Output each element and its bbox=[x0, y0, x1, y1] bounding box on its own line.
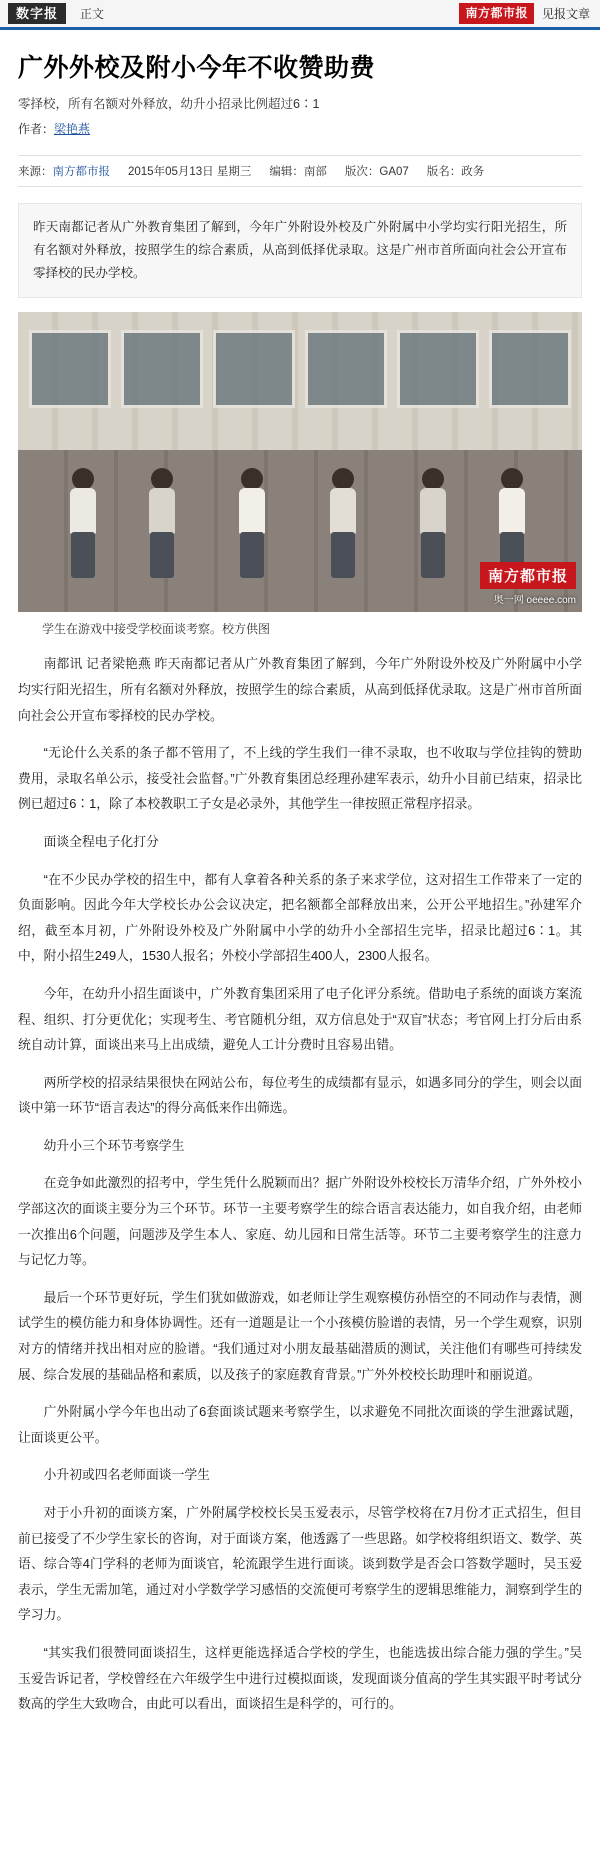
paragraph: 南都讯 记者梁艳燕 昨天南都记者从广外教育集团了解到，今年广外附设外校及广外附属中小学均实行阳光招生，所有名额对外释放，按照学生的综合素质，从高到低择优录取。这是广州市首所面向社会公开宣布零择校的民办学校。 bbox=[18, 656, 582, 723]
photo-watermark bbox=[480, 562, 576, 606]
photo-child bbox=[323, 468, 363, 588]
article-lead: 昨天南都记者从广外教育集团了解到，今年广外附设外校及广外附属中小学均实行阳光招生，所有名额对外释放，按照学生的综合素质，从高到低择优录取。这是广州市首所面向社会公开宣布零择校的民办学校。 bbox=[18, 203, 582, 298]
window-pane bbox=[397, 330, 479, 408]
meta-section-label: 版名： bbox=[426, 166, 462, 178]
article-photo bbox=[18, 312, 582, 612]
article-meta bbox=[18, 155, 582, 187]
meta-source-value[interactable]: 南方都市报 bbox=[52, 166, 110, 178]
meta-editor-label: 编辑： bbox=[269, 166, 304, 178]
meta-editor bbox=[269, 163, 327, 179]
section-heading: 面谈全程电子化打分 bbox=[43, 833, 159, 849]
paragraph: 广外附属小学今年也出动了6套面谈试题来考察学生，以求避免不同批次面谈的学生泄露试题，让面谈更公平。 bbox=[18, 1404, 582, 1445]
author-name-link[interactable]: 梁艳燕 bbox=[54, 122, 91, 136]
article-subtitle: 零择校，所有名额对外释放，幼升小招录比例超过6∶1 bbox=[18, 97, 320, 111]
section-heading: 幼升小三个环节考察学生 bbox=[43, 1137, 185, 1153]
paragraph: 两所学校的招录结果很快在网站公布，每位考生的成绩都有显示，如遇多同分的学生，则会以面谈中第一环节“语言表达”的得分高低来作出筛选。 bbox=[18, 1074, 582, 1116]
window-pane bbox=[121, 330, 203, 408]
photo-child bbox=[413, 468, 453, 588]
meta-date: 2015年05月13日 星期三 bbox=[128, 166, 252, 178]
photo-child bbox=[142, 468, 182, 588]
window-pane bbox=[213, 330, 295, 408]
photo-caption: 学生在游戏中接受学校面谈考察。校方供图 bbox=[42, 622, 271, 637]
paragraph: “无论什么关系的条子都不管用了，不上线的学生我们一律不录取，也不收取与学位挂钩的赞助费用，录取名单公示，接受社会监督。”广外教育集团总经理孙建军表示，幼升小目前已结束，招录比例已超过6∶1，除了本校教职工子女是必录外，其他学生一律按照正常程序招录。 bbox=[18, 745, 582, 812]
see-article-link[interactable]: 见报文章 bbox=[541, 6, 590, 21]
meta-edition-value: GA07 bbox=[379, 166, 409, 178]
meta-editor-value: 南部 bbox=[303, 166, 327, 178]
paragraph: 今年，在幼升小招生面谈中，广外教育集团采用了电子化评分系统。借助电子系统的面谈方案流程、组织、打分更优化；实现考生、考官随机分组，双方信息处于“双盲”状态；考官网上打分后由系统自动计算，面谈出来马上出成绩，避免人工计分费时且容易出错。 bbox=[18, 985, 582, 1053]
watermark-logo: 南方都市报 bbox=[480, 562, 576, 589]
site-logo[interactable]: 数字报 bbox=[8, 3, 66, 25]
paragraph: 最后一个环节更好玩，学生们犹如做游戏，如老师让学生观察模仿孙悟空的不同动作与表情，测试学生的模仿能力和身体协调性。还有一道题是让一个小孩模仿脸谱的表情，另一个学生观察，识别对方的情绪并找出相对应的脸谱。“我们通过对小朋友最基础潜质的测试，关注他们有哪些可持续发展、综合发展的基础品格和素质，以及孩子的家庭教育背景。”广外外校校长助理叶和丽说道。 bbox=[18, 1289, 582, 1382]
meta-source bbox=[18, 163, 110, 179]
article-figure bbox=[18, 312, 582, 637]
meta-section-value: 政务 bbox=[461, 166, 485, 178]
paragraph: 在竞争如此激烈的招考中，学生凭什么脱颖而出？据广外附设外校校长万清华介绍，广外外校小学部这次的面谈主要分为三个环节。环节一主要考察学生的综合语言表达能力，如自我介绍，由老师一次推出6个问题，问题涉及学生本人、家庭、幼儿园和日常生活等。环节二主要考察学生的注意力与记忆力等。 bbox=[18, 1175, 582, 1268]
author-line bbox=[18, 120, 582, 145]
header-right bbox=[459, 3, 592, 23]
paragraph: “其实我们很赞同面谈招生，这样更能选择适合学校的学生，也能选拔出综合能力强的学生。”吴玉爱告诉记者，学校曾经在六年级学生中进行过模拟面谈，发现面谈分值高的学生其实跟平时考试分数高的学生大致吻合，由此可以看出，面谈招生是科学的，可行的。 bbox=[18, 1644, 582, 1712]
article-container bbox=[0, 48, 600, 1717]
page-title: 广外外校及附小今年不收赞助费 bbox=[18, 53, 376, 82]
breadcrumb: 正文 bbox=[80, 7, 105, 21]
photo-child bbox=[63, 468, 103, 588]
photo-windows bbox=[29, 330, 570, 408]
article-body bbox=[18, 651, 582, 1716]
paragraph: “在不少民办学校的招生中，都有人拿着各种关系的条子来求学位，这对招生工作带来了一定的负面影响。因此今年大学校长办公会议决定，把名额都全部释放出来，公开公平地招生。”孙建军介绍，截至本月初，广外附设外校及广外附属中小学的幼升小全部招生完毕，招录比超过6∶1。其中，附小招生249人，1530人报名；外校小学部招生400人，2300人报名。 bbox=[18, 871, 582, 964]
meta-section bbox=[427, 163, 485, 179]
meta-source-label: 来源： bbox=[18, 166, 53, 178]
window-pane bbox=[305, 330, 387, 408]
watermark-site: 奥一网 oeeee.com bbox=[493, 595, 576, 607]
publisher-logo[interactable]: 南方都市报 bbox=[459, 3, 534, 23]
section-heading: 小升初或四名老师面谈一学生 bbox=[43, 1467, 210, 1483]
photo-child bbox=[232, 468, 272, 588]
window-pane bbox=[489, 330, 571, 408]
paragraph: 对于小升初的面谈方案，广外附属学校校长吴玉爱表示，尽管学校将在7月份才正式招生，但目前已接受了不少学生家长的咨询，对于面谈方案，他透露了一些思路。如学校将组织语文、数学、英语、综合等4门学科的老师为面谈官，轮流跟学生进行面谈。谈到数学是否会口答数学题时，吴玉爱表示，学生无需加笔，通过对小学数学学习感悟的交流便可考察学生的逻辑思维能力，洞察到学生的学习力。 bbox=[18, 1505, 582, 1623]
author-label: 作者： bbox=[18, 122, 55, 136]
meta-edition-label: 版次： bbox=[344, 166, 380, 178]
meta-edition bbox=[345, 163, 409, 179]
window-pane bbox=[29, 330, 111, 408]
site-header bbox=[0, 0, 600, 30]
